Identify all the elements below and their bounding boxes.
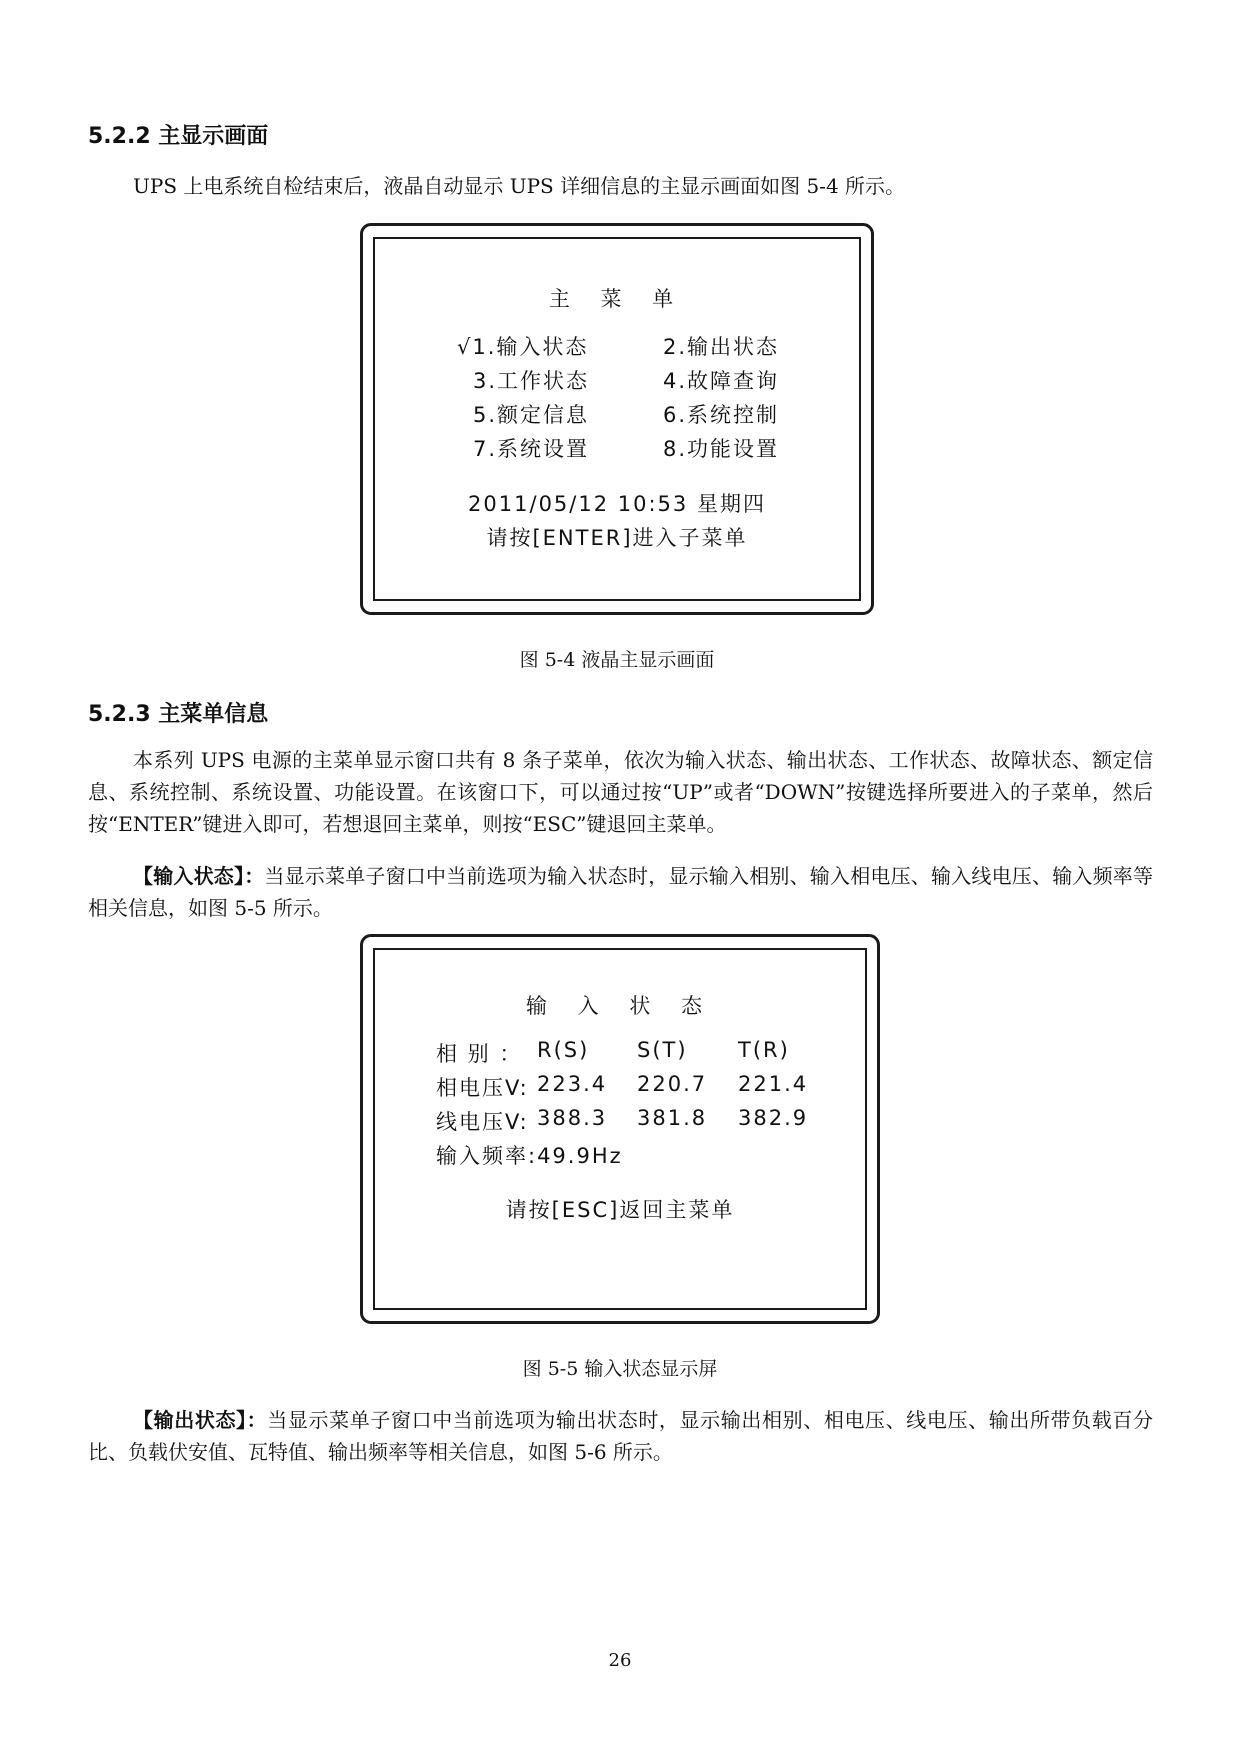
page-number: 26 [608, 1650, 632, 1671]
lcd-input-status-screen [360, 934, 880, 1324]
menu-item-6: 6.系统控制 [663, 403, 780, 427]
input-status-text: 当显示菜单子窗口中当前选项为输入状态时，显示输入相别、输入相电压、输入线电压、输入频率等相关信息，如图 5-5 所示。 [88, 864, 1154, 920]
lcd-datetime: 2011/05/12 10:53 星期四 [468, 492, 766, 516]
lcd-esc-prompt: 请按[ESC]返回主菜单 [505, 1198, 735, 1222]
menu-item-8: 8.功能设置 [663, 437, 780, 461]
intro-paragraph: UPS 上电系统自检结束后，液晶自动显示 UPS 详细信息的主显示画面如图 5-4 所示。 [133, 174, 906, 198]
phase-voltage-label: 相电压V: [436, 1076, 529, 1100]
phase-voltage-s: 220.7 [637, 1072, 708, 1096]
menu-item-3: 3.工作状态 [473, 369, 590, 393]
menu-item-4: 4.故障查询 [663, 369, 780, 393]
menu-item-5: 5.额定信息 [473, 403, 590, 427]
section-heading-5-2-2: 5.2.2 主显示画面 [88, 124, 269, 149]
menu-item-2: 2.输出状态 [663, 335, 780, 359]
figure-caption-5-4: 图 5-4 液晶主显示画面 [519, 649, 715, 671]
line-voltage-st: 381.8 [637, 1106, 708, 1130]
output-status-label: 【输出状态】： [133, 1408, 268, 1432]
lcd-title: 主 菜 单 [548, 287, 686, 311]
line-voltage-label: 线电压V: [436, 1110, 529, 1134]
output-status-text: 当显示菜单子窗口中当前选项为输出状态时，显示输出相别、相电压、线电压、输出所带负载百分比、负载伏安值、瓦特值、输出频率等相关信息，如图 5-6 所示。 [88, 1408, 1154, 1464]
figure-caption-5-5: 图 5-5 输入状态显示屏 [522, 1358, 718, 1380]
lcd-main-menu-screen [360, 223, 874, 615]
line-voltage-rs: 388.3 [537, 1106, 608, 1130]
menu-item-1: √1.输入状态 [457, 335, 589, 359]
phase-voltage-r: 223.4 [537, 1072, 608, 1096]
phase-t: T(R) [738, 1038, 790, 1062]
phase-label: 相 别 ： [436, 1042, 523, 1066]
main-menu-paragraph: 本系列 UPS 电源的主菜单显示窗口共有 8 条子菜单，依次为输入状态、输出状态、工作状态、故障状态、额定信息、系统控制、系统设置、功能设置。在该窗口下，可以通过按“UP”或者“DOWN”按键选择所要进入的子菜单，然后按“ENTER”键进入即可，若想退回主菜单，则按“ESC”键退回主菜单。 [88, 748, 1153, 836]
phase-voltage-t: 221.4 [738, 1072, 809, 1096]
input-status-label: 【输入状态】： [133, 864, 265, 888]
menu-item-7: 7.系统设置 [473, 437, 590, 461]
output-status-paragraph [88, 1404, 1153, 1468]
input-frequency: 输入频率:49.9Hz [436, 1144, 623, 1168]
phase-s: S(T) [637, 1038, 688, 1062]
lcd-title: 输 入 状 态 [525, 994, 715, 1018]
phase-r: R(S) [537, 1038, 590, 1062]
section-heading-5-2-3: 5.2.3 主菜单信息 [88, 702, 269, 727]
line-voltage-tr: 382.9 [738, 1106, 809, 1130]
lcd-enter-prompt: 请按[ENTER]进入子菜单 [486, 526, 748, 550]
input-status-paragraph [88, 860, 1153, 924]
